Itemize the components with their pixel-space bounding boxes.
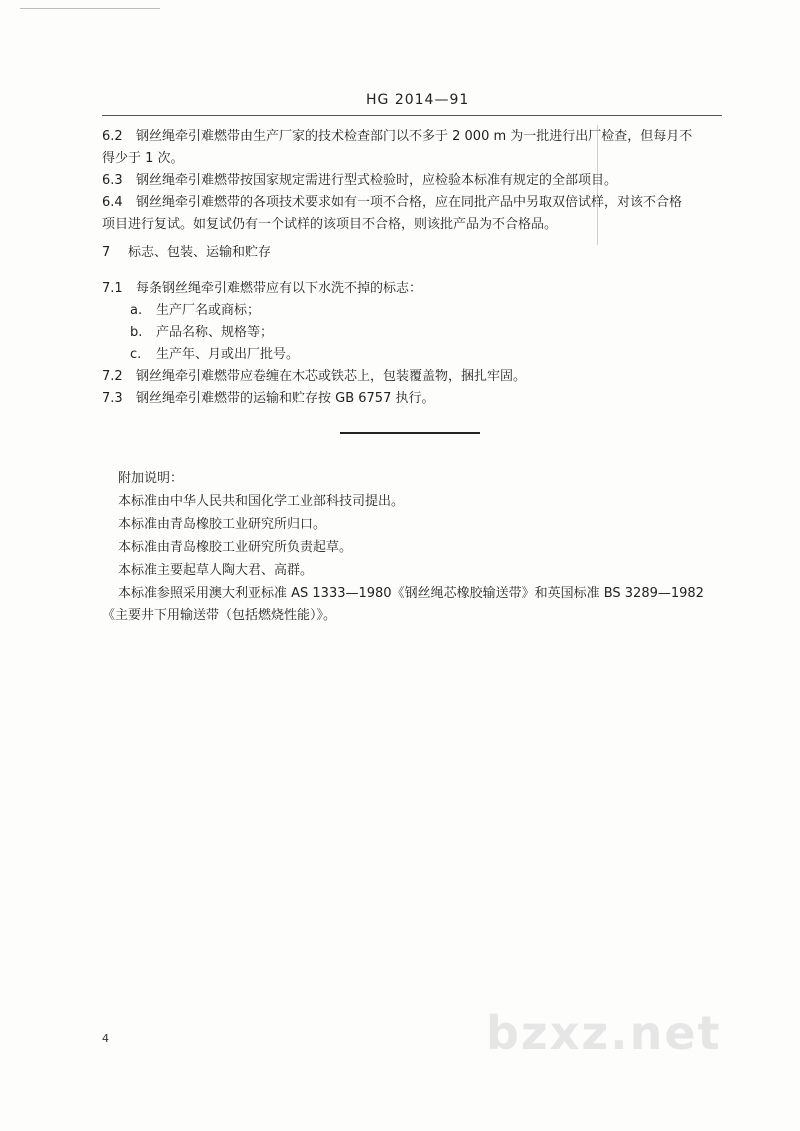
standard-code-header: HG 2014—91 (366, 92, 470, 108)
list-item-key: b. (130, 325, 143, 340)
notes-title: 附加说明： (118, 471, 184, 486)
clause-text: 钢丝绳牵引难燃带由生产厂家的技术检查部门以不多于 2 000 m 为一批进行出厂检查，但每月不 (136, 129, 693, 144)
scan-artifact-top-left (20, 8, 160, 9)
clause-number: 7.3 (102, 391, 123, 406)
list-item-text: 产品名称、规格等； (156, 325, 274, 340)
list-item-a (130, 302, 260, 320)
end-of-text-divider (340, 432, 480, 434)
notes-line: 本标准由中华人民共和国化学工业部科技司提出。 (118, 494, 405, 509)
notes-line: 《主要井下用输送带（包括燃烧性能）》。 (102, 608, 337, 623)
section-number: 7 (102, 245, 111, 260)
clause-text: 项目进行复试。如复试仍有一个试样的该项目不合格，则该批产品为不合格品。 (102, 217, 558, 232)
list-item-text: 生产年、月或出厂批号。 (156, 347, 300, 362)
clause-text: 钢丝绳牵引难燃带的各项技术要求如有一项不合格，应在同批产品中另取双倍试样，对该不合格 (136, 195, 683, 210)
clause-6-4-line-1 (102, 194, 682, 212)
header-rule (102, 115, 722, 116)
list-item-text: 生产厂名或商标； (156, 303, 261, 318)
list-item-b (130, 324, 273, 342)
section-7-heading (102, 244, 271, 262)
clause-number: 6.3 (102, 173, 123, 188)
clause-number: 6.4 (102, 195, 123, 210)
notes-line: 本标准参照采用澳大利亚标准 AS 1333—1980《钢丝绳芯橡胶输送带》和英国标准 BS 3289—1982 (118, 586, 704, 601)
clause-number: 6.2 (102, 129, 123, 144)
list-item-key: c. (130, 347, 142, 362)
clause-7-2 (102, 368, 526, 386)
notes-line: 本标准由青岛橡胶工业研究所负责起草。 (118, 540, 353, 555)
list-item-c (130, 346, 299, 364)
list-item-key: a. (130, 303, 143, 318)
clause-6-3 (102, 172, 617, 190)
clause-6-2-line-1 (102, 128, 692, 146)
clause-6-2-line-2 (102, 150, 184, 168)
notes-line: 本标准主要起草人陶大君、高群。 (118, 563, 314, 578)
clause-text: 得少于 1 次。 (102, 151, 184, 166)
watermark-logo: bzxz.net (486, 1006, 722, 1060)
clause-6-4-line-2 (102, 216, 557, 234)
clause-number: 7.1 (102, 281, 123, 296)
clause-number: 7.2 (102, 369, 123, 384)
notes-line: 本标准由青岛橡胶工业研究所归口。 (118, 517, 327, 532)
clause-text: 钢丝绳牵引难燃带按国家规定需进行型式检验时，应检验本标准有规定的全部项目。 (136, 173, 618, 188)
section-title: 标志、包装、运输和贮存 (128, 245, 272, 260)
page-number: 4 (102, 1032, 109, 1045)
clause-7-3 (102, 390, 434, 408)
clause-7-1 (102, 280, 422, 298)
clause-text: 每条钢丝绳牵引难燃带应有以下水洗不掉的标志： (136, 281, 423, 296)
clause-text: 钢丝绳牵引难燃带应卷缠在木芯或铁芯上，包装覆盖物，捆扎牢固。 (136, 369, 527, 384)
clause-text: 钢丝绳牵引难燃带的运输和贮存按 GB 6757 执行。 (136, 391, 435, 406)
